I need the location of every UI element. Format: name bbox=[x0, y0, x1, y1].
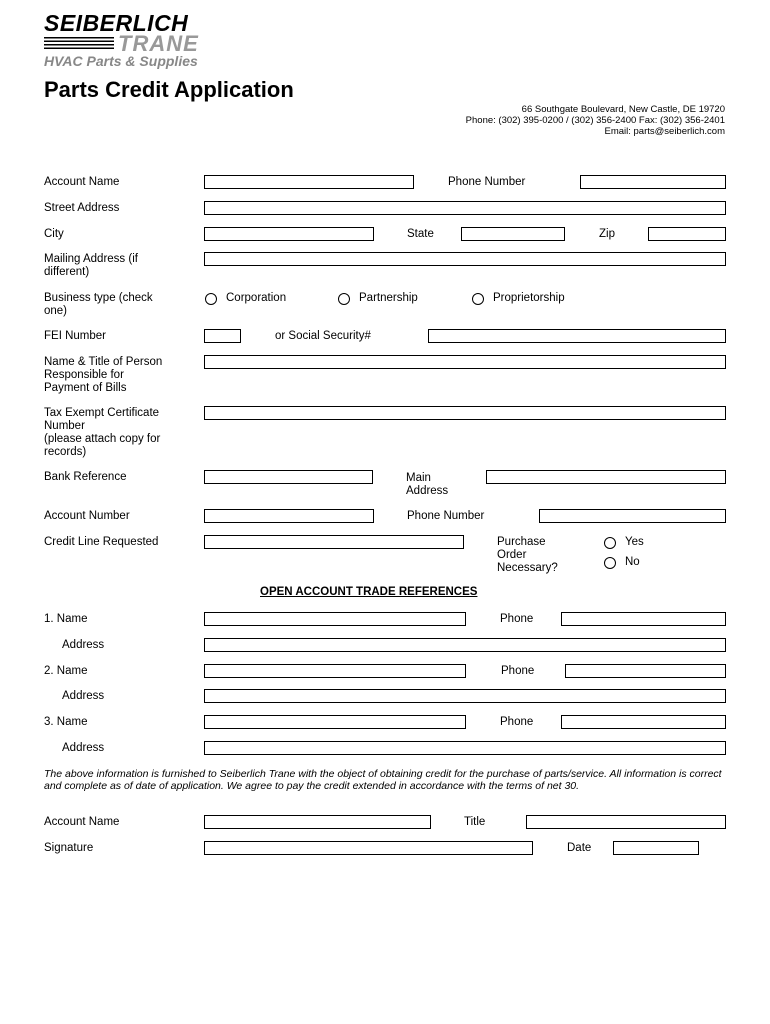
po-no-radio[interactable] bbox=[604, 557, 616, 569]
phone-number-field[interactable] bbox=[580, 175, 726, 189]
credit-line-field[interactable] bbox=[204, 535, 464, 549]
business-type-label: Business type (check one) bbox=[44, 292, 153, 317]
ref3-address-label: Address bbox=[62, 742, 105, 754]
bank-reference-label: Bank Reference bbox=[44, 471, 127, 483]
account-number-label: Account Number bbox=[44, 510, 130, 522]
account-number-field[interactable] bbox=[204, 509, 374, 523]
ref1-phone-label: Phone bbox=[500, 613, 534, 625]
po-no-label: No bbox=[625, 556, 640, 568]
account-name-label: Account Name bbox=[44, 176, 120, 188]
ref1-address-label: Address bbox=[62, 639, 105, 651]
state-label: State bbox=[407, 228, 434, 240]
street-address-field[interactable] bbox=[204, 201, 726, 215]
signature-label: Signature bbox=[44, 842, 94, 854]
phone-number-label: Phone Number bbox=[448, 176, 526, 188]
account-name-field[interactable] bbox=[204, 175, 414, 189]
ref2-phone-label: Phone bbox=[501, 665, 535, 677]
po-yes-label: Yes bbox=[625, 536, 644, 548]
ssn-field[interactable] bbox=[428, 329, 726, 343]
main-address-label: Main Address bbox=[406, 472, 449, 497]
mailing-address-label: Mailing Address (if different) bbox=[44, 253, 138, 278]
partnership-label: Partnership bbox=[359, 292, 418, 304]
street-address-label: Street Address bbox=[44, 202, 120, 214]
signoff-account-name-label: Account Name bbox=[44, 816, 120, 828]
corporation-label: Corporation bbox=[226, 292, 287, 304]
fei-number-label: FEI Number bbox=[44, 330, 106, 342]
ref3-address-field[interactable] bbox=[204, 741, 726, 755]
ref1-name-label: 1. Name bbox=[44, 613, 88, 625]
city-label: City bbox=[44, 228, 64, 240]
zip-label: Zip bbox=[599, 228, 615, 240]
city-field[interactable] bbox=[204, 227, 374, 241]
ref3-name-field[interactable] bbox=[204, 715, 466, 729]
ref2-name-field[interactable] bbox=[204, 664, 466, 678]
signature-field[interactable] bbox=[204, 841, 533, 855]
credit-line-label: Credit Line Requested bbox=[44, 536, 159, 548]
date-field[interactable] bbox=[613, 841, 699, 855]
bank-reference-field[interactable] bbox=[204, 470, 373, 484]
ref2-name-label: 2. Name bbox=[44, 665, 88, 677]
bank-phone-field[interactable] bbox=[539, 509, 726, 523]
corporation-radio[interactable] bbox=[205, 293, 217, 305]
tax-exempt-label: Tax Exempt Certificate Number (please attach copy for records) bbox=[44, 407, 161, 458]
ref3-name-label: 3. Name bbox=[44, 716, 88, 728]
date-label: Date bbox=[567, 842, 592, 854]
signoff-title-label: Title bbox=[464, 816, 486, 828]
mailing-address-field[interactable] bbox=[204, 252, 726, 266]
trade-references-heading: OPEN ACCOUNT TRADE REFERENCES bbox=[260, 586, 478, 598]
state-field[interactable] bbox=[461, 227, 565, 241]
ref2-address-label: Address bbox=[62, 690, 105, 702]
logo-stripes bbox=[44, 37, 114, 51]
logo-subname: TRANE bbox=[118, 31, 199, 56]
company-address: 66 Southgate Boulevard, New Castle, DE 19720 bbox=[521, 104, 725, 115]
proprietorship-radio[interactable] bbox=[472, 293, 484, 305]
tax-exempt-field[interactable] bbox=[204, 406, 726, 420]
ref1-name-field[interactable] bbox=[204, 612, 466, 626]
ref1-phone-field[interactable] bbox=[561, 612, 726, 626]
signoff-account-name-field[interactable] bbox=[204, 815, 431, 829]
ref3-phone-field[interactable] bbox=[561, 715, 726, 729]
logo-tagline: HVAC Parts & Supplies bbox=[44, 53, 198, 69]
ref2-address-field[interactable] bbox=[204, 689, 726, 703]
responsible-person-field[interactable] bbox=[204, 355, 726, 369]
ref1-address-field[interactable] bbox=[204, 638, 726, 652]
main-address-field[interactable] bbox=[486, 470, 726, 484]
company-phone-fax: Phone: (302) 395-0200 / (302) 356-2400 Fax: (302) 356-2401 bbox=[465, 115, 725, 126]
bank-phone-label: Phone Number bbox=[407, 510, 485, 522]
responsible-person-label: Name & Title of Person Responsible for Payment of Bills bbox=[44, 356, 163, 394]
logo-name: SEIBERLICH bbox=[44, 10, 189, 36]
ref2-phone-field[interactable] bbox=[565, 664, 726, 678]
po-necessary-label: Purchase Order Necessary? bbox=[497, 536, 558, 574]
credit-statement: The above information is furnished to Seiberlich Trane with the object of obtaining credit for the purchase of parts/service. All information is correct and complete as of date of application. We agree to pay the credit extended in accordance with the terms of net 30. bbox=[44, 768, 722, 792]
po-yes-radio[interactable] bbox=[604, 537, 616, 549]
partnership-radio[interactable] bbox=[338, 293, 350, 305]
company-email: Email: parts@seiberlich.com bbox=[604, 126, 725, 137]
zip-field[interactable] bbox=[648, 227, 726, 241]
page-title: Parts Credit Application bbox=[44, 77, 294, 102]
ssn-label: or Social Security# bbox=[275, 330, 371, 342]
fei-number-field[interactable] bbox=[204, 329, 241, 343]
ref3-phone-label: Phone bbox=[500, 716, 534, 728]
proprietorship-label: Proprietorship bbox=[493, 292, 565, 304]
signoff-title-field[interactable] bbox=[526, 815, 726, 829]
